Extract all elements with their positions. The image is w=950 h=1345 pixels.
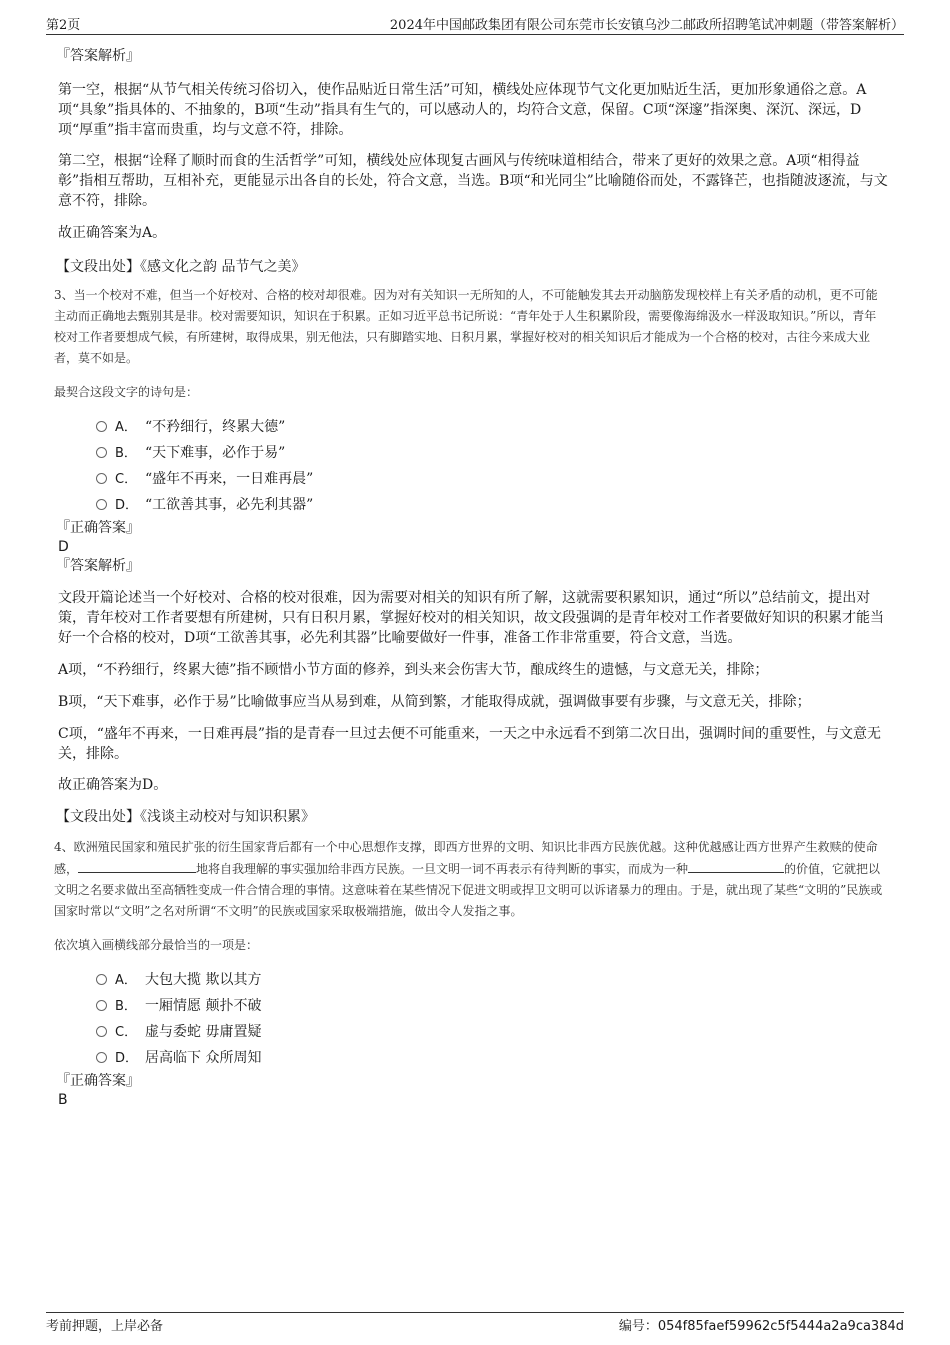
page-number: 第2页	[46, 18, 81, 33]
analysis-label: 『答案解析』	[56, 558, 140, 574]
analysis-paragraph: B项，“天下难事，必作于易”比喻做事应当从易到难，从简到繁，才能取得成就，强调做事要有步骤，与文意无关，排除；	[58, 694, 811, 710]
page-content	[56, 46, 888, 1109]
source-citation: 【文段出处】《感文化之韵 品节气之美》	[56, 259, 306, 275]
analysis-paragraph: C项，“盛年不再来，一日难再晨”指的是青春一旦过去便不可能重来，一天之中永远看不到第二次日出，强调时间的重要性，与文意无关，排除。	[58, 726, 882, 762]
answer-value: B	[58, 1092, 68, 1108]
radio-icon[interactable]	[96, 1026, 107, 1037]
source-citation: 【文段出处】《浅谈主动校对与知识积累》	[56, 809, 315, 825]
conclusion: 故正确答案为D。	[58, 777, 168, 793]
question-3-prompt: 最契合这段文字的诗句是：	[54, 385, 199, 399]
page-footer	[46, 1312, 904, 1333]
analysis-paragraph: 第一空，根据“从节气相关传统习俗切入，使作品贴近日常生活”可知，横线处应体现节气文化更加贴近生活，更加形象通俗之意。A项“具象”指具体的、不抽象的，B项“生动”指具有生气的，可以感动人的，均符合文意，保留。C项“深邃”指深奥、深沉、深远，D项“厚重”指丰富而贵重，均与文意不符，排除。	[58, 82, 867, 138]
document-code: 编号：054f85faef59962c5f5444a2a9ca384d	[618, 1319, 904, 1334]
radio-icon[interactable]	[96, 421, 107, 432]
radio-icon[interactable]	[96, 473, 107, 484]
option-c[interactable]: C． 虚与委蛇 毋庸置疑	[96, 1019, 888, 1045]
analysis-paragraph: A项，“不矜细行，终累大德”指不顾惜小节方面的修养，到头来会伤害大节，酿成终生的遗憾，与文意无关，排除；	[58, 662, 769, 678]
analysis-paragraph: 第二空，根据“诠释了顺时而食的生活哲学”可知，横线处应体现复古画风与传统味道相结合，带来了更好的效果之意。A项“相得益彰”指相互帮助，互相补充，更能显示出各自的长处，符合文意，当选。B项“和光同尘”比喻随俗而处，不露锋芒，也指随波逐流，与文意不符，排除。	[58, 153, 888, 209]
analysis-paragraph: 文段开篇论述当一个好校对、合格的校对很难，因为需要对相关的知识有所了解，这就需要积累知识，通过“所以”总结前文，提出对策，青年校对工作者要想有所建树，只有日积月累，掌握好校对的相关知识，故文段强调的是青年校对工作者要做好知识的积累才能当好一个合格的校对，D项“工欲善其事，必先利其器”比喻要做好一件事，准备工作非常重要，符合文意，当选。	[58, 590, 884, 646]
question-4-prompt: 依次填入画横线部分最恰当的一项是：	[54, 938, 259, 952]
question-3-text: 3、当一个校对不难，但当一个好校对、合格的校对却很难。因为对有关知识一无所知的人，不可能触发其去开动脑筋发现校样上有关矛盾的动机，更不可能主动而正确地去甄别其是非。校对需要知识，知识在于积累。正如习近平总书记所说：“青年处于人生积累阶段，需要像海绵汲水一样汲取知识。”所以，青年校对工作者要想成气候，有所建树，取得成果，别无他法，只有脚踏实地、日积月累，掌握好校对的相关知识后才能成为一个合格的校对，古往今来成大业者，莫不如是。	[54, 288, 878, 365]
option-b[interactable]: B． “天下难事，必作于易”	[96, 440, 888, 466]
radio-icon[interactable]	[96, 447, 107, 458]
fill-blank-2	[688, 858, 784, 873]
document-title: 2024年中国邮政集团有限公司东莞市长安镇乌沙二邮政所招聘笔试冲刺题（带答案解析）	[389, 18, 904, 33]
option-c[interactable]: C． “盛年不再来，一日难再晨”	[96, 466, 888, 492]
answer-label: 『正确答案』	[56, 520, 140, 536]
option-b[interactable]: B． 一厢情愿 颠扑不破	[96, 993, 888, 1019]
answer-label: 『正确答案』	[56, 1073, 140, 1089]
radio-icon[interactable]	[96, 1052, 107, 1063]
radio-icon[interactable]	[96, 1000, 107, 1011]
radio-icon[interactable]	[96, 499, 107, 510]
option-a[interactable]: A． “不矜细行，终累大德”	[96, 414, 888, 440]
answer-value: D	[58, 539, 69, 555]
radio-icon[interactable]	[96, 974, 107, 985]
question-4-text: 4、欧洲殖民国家和殖民扩张的衍生国家背后都有一个中心思想作支撑，即西方世界的文明、知识比非西方民族优越。这种优越感让西方世界产生救赎的使命感， 地将自我理解的事实强加给非西方民族。一旦文明一词不再表示有待判断的事实，而成为一种 的价值，它就把以文明之名要求做出至高牺牲变成一件合情合理的事情。这意味着在某些情况下促进文明或捍卫文明可以诉诸暴力的理由。于是，就出现了某些“文明的”民族或国家时常以“文明”之名对所谓“不文明”的民族或国家采取极端措施，做出令人发指之事。	[54, 840, 883, 918]
footer-slogan: 考前押题，上岸必备	[46, 1319, 164, 1334]
analysis-label: 『答案解析』	[56, 48, 140, 64]
conclusion: 故正确答案为A。	[58, 225, 167, 241]
option-d[interactable]: D． 居高临下 众所周知	[96, 1045, 888, 1071]
question-3-options	[56, 414, 888, 518]
fill-blank-1	[78, 858, 196, 873]
question-4-options	[56, 967, 888, 1071]
option-a[interactable]: A． 大包大揽 欺以其方	[96, 967, 888, 993]
option-d[interactable]: D． “工欲善其事，必先利其器”	[96, 492, 888, 518]
page-header	[46, 12, 904, 35]
